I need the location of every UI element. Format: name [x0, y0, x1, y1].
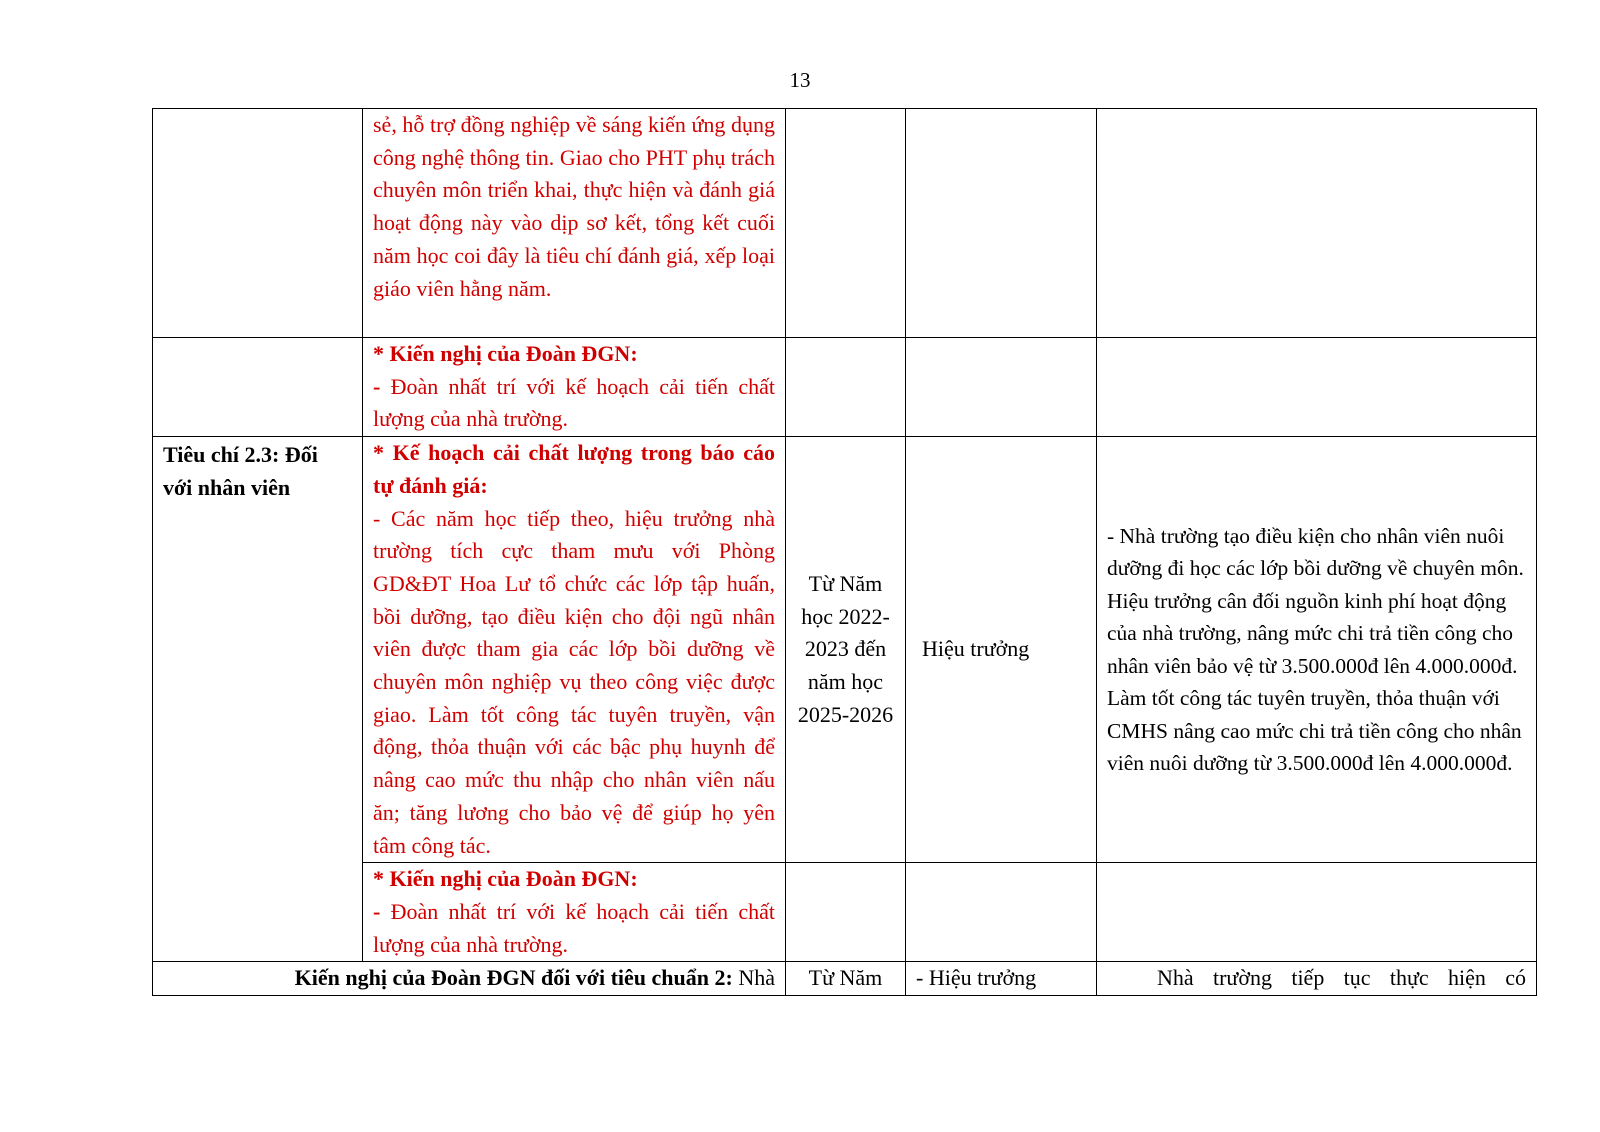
criterion-cell: Tiêu chí 2.3: Đối với nhân viên [153, 437, 363, 962]
recommendation-cell [363, 338, 786, 437]
criterion-cell [153, 109, 363, 338]
recommendation-cell [363, 863, 786, 962]
time-cell: Từ Năm [786, 962, 906, 996]
standard-recommendation-cell [153, 962, 786, 996]
plan-heading: * Kế hoạch cải chất lượng trong báo cáo tự đánh giá: [373, 440, 775, 498]
plan-cell [363, 109, 786, 338]
time-cell [786, 338, 906, 437]
table-row [153, 338, 1537, 437]
time-cell [786, 109, 906, 338]
responsible-cell: - Hiệu trưởng [906, 962, 1097, 996]
responsible-cell: Hiệu trưởng [906, 437, 1097, 863]
plan-text: - Các năm học tiếp theo, hiệu trưởng nhà trường tích cực tham mưu với Phòng GD&ĐT Hoa Lư tổ chức các lớp tập huấn, bồi dưỡng, tạo điều kiện cho đội ngũ nhân viên được tham gia các lớp bồi dưỡng về chuyên môn nghiệp vụ theo công việc được giao. Làm tốt công tác tuyên truyền, vận động, thỏa thuận với các bậc phụ huynh để nâng cao mức thu nhập cho nhân viên nấu ăn; tăng lương cho bảo vệ để giúp họ yên tâm công tác. [373, 505, 775, 858]
measure-cell [1097, 863, 1537, 962]
recommendation-heading: * Kiến nghị của Đoàn ĐGN: [373, 341, 638, 366]
plan-cell [363, 437, 786, 863]
measure-cell: Nhà trường tiếp tục thực hiện có [1097, 962, 1537, 996]
table-row [153, 109, 1537, 338]
recommendation-heading: * Kiến nghị của Đoàn ĐGN: [373, 866, 638, 892]
time-cell [786, 863, 906, 962]
measure-text-1: - Nhà trường tạo điều kiện cho nhân viên nuôi dưỡng đi học các lớp bồi dưỡng về chuyên môn. Hiệu trưởng cân đối nguồn kinh phí hoạt động của nhà trường, nâng mức chi trả tiền công cho nhân viên bảo vệ từ 3.500.000đ lên 4.000.000đ. [1107, 523, 1524, 678]
standard-recommendation-label: Kiến nghị của Đoàn ĐGN đối với tiêu chuẩn 2: [294, 965, 733, 991]
standard-recommendation-text: Nhà [732, 965, 775, 991]
measure-text-2: Làm tốt công tác tuyên truyền, thỏa thuận với CMHS nâng cao mức chi trả tiền công cho nhân viên nuôi dưỡng từ 3.500.000đ lên 4.000.000đ. [1107, 686, 1522, 776]
criterion-cell [153, 338, 363, 437]
recommendation-text: - Đoàn nhất trí với kế hoạch cải tiến chất lượng của nhà trường. [373, 373, 775, 432]
recommendation-text: - Đoàn nhất trí với kế hoạch cải tiến chất lượng của nhà trường. [373, 898, 775, 957]
responsible-cell [906, 109, 1097, 338]
measure-cell [1097, 109, 1537, 338]
improvement-plan-table [152, 108, 1537, 996]
time-cell: Từ Năm học 2022-2023 đến năm học 2025-2026 [786, 437, 906, 863]
measure-cell [1097, 338, 1537, 437]
plan-text: sẻ, hỗ trợ đồng nghiệp về sáng kiến ứng dụng công nghệ thông tin. Giao cho PHT phụ trách chuyên môn triển khai, thực hiện và đánh giá hoạt động này vào dịp sơ kết, tổng kết cuối năm học coi đây là tiêu chí đánh giá, xếp loại giáo viên hằng năm. [373, 112, 775, 301]
measure-cell [1097, 437, 1537, 863]
page-number: 13 [789, 68, 811, 92]
table-row [153, 962, 1537, 996]
table-row [153, 437, 1537, 863]
responsible-cell [906, 863, 1097, 962]
responsible-cell [906, 338, 1097, 437]
